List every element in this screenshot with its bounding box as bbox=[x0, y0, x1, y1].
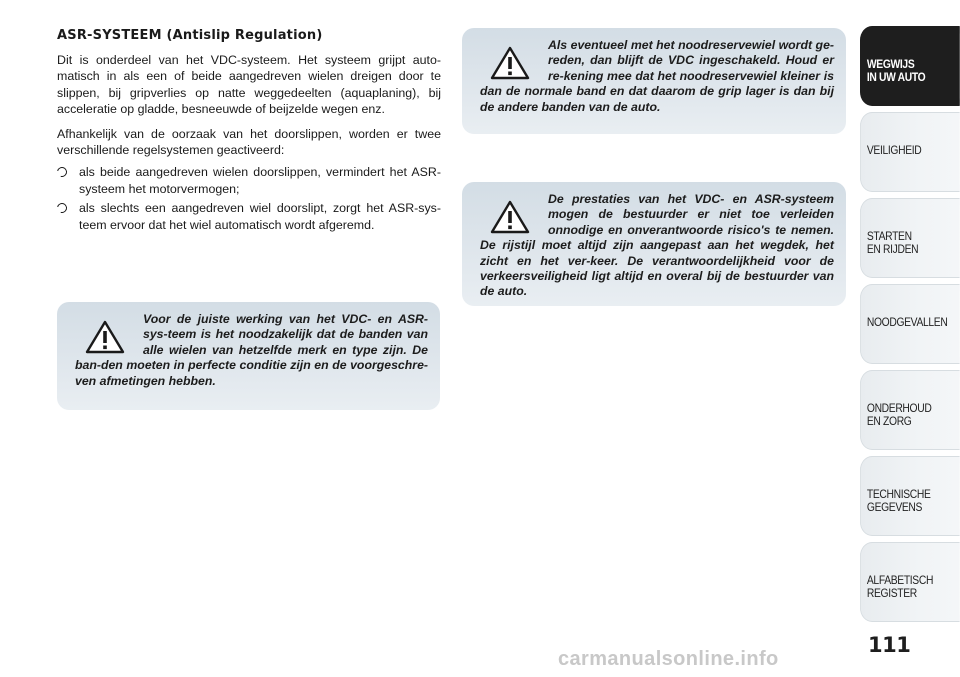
bullet-list bbox=[57, 164, 441, 233]
tab-starten[interactable] bbox=[860, 198, 960, 278]
warning-triangle-icon bbox=[490, 200, 530, 234]
paragraph-regulation: Afhankelijk van de oorzaak van het doorslippen, worden er twee verschillende regelsystemen geactiveerd: bbox=[57, 126, 441, 158]
tab-label: WEGWIJS bbox=[866, 57, 915, 71]
tab-label: STARTEN bbox=[866, 229, 912, 243]
watermark-text: carmanualsonline.info bbox=[558, 648, 779, 670]
warning-text: De prestaties van het VDC- en ASR-systeem mogen de bestuurder er niet toe verleiden onnodige en onverantwoorde risico's te nemen. De rijstijl moet altijd zijn aangepast aan het wegdek, het zicht en het ver-keer. De verantwoordelijkheid voor de verkeersveiligheid ligt altijd en overal bij de bestuurder van de auto. bbox=[480, 192, 834, 299]
tab-label: TECHNISCHE bbox=[866, 487, 931, 501]
main-content bbox=[57, 28, 441, 236]
tab-onderhoud[interactable] bbox=[860, 370, 960, 450]
tab-label-2: EN ZORG bbox=[866, 414, 912, 428]
list-item bbox=[57, 200, 441, 233]
warning-triangle-icon bbox=[490, 46, 530, 80]
bullet-text: als slechts een aangedreven wiel doorslipt, zorgt het ASR-sys-teem ervoor dat het wiel automatisch wordt afgeremd. bbox=[79, 201, 441, 232]
tab-label-2: EN RIJDEN bbox=[866, 242, 919, 256]
bullet-circle-icon bbox=[55, 166, 69, 180]
section-title: ASR-SYSTEEM (Antislip Regulation) bbox=[57, 28, 323, 43]
warning-text: Als eventueel met het noodreservewiel wordt ge-reden, dan blijft de VDC ingeschakeld. Houd er re-kening mee dat het noodreservewiel kleiner is dan de normale band en dat daarom de grip lager is dan bij de andere banden van de auto. bbox=[480, 38, 834, 114]
chapter-tabs bbox=[860, 26, 960, 628]
tab-wegwijs[interactable] bbox=[860, 26, 960, 106]
tab-label: ALFABETISCH bbox=[866, 573, 934, 587]
warning-box-performance bbox=[462, 182, 846, 306]
tab-label-2: GEGEVENS bbox=[866, 500, 923, 514]
tab-technische[interactable] bbox=[860, 456, 960, 536]
page-number: 111 bbox=[868, 633, 911, 657]
tab-label-2: IN UW AUTO bbox=[866, 70, 926, 84]
tab-label-2: REGISTER bbox=[866, 586, 917, 600]
tab-veiligheid[interactable] bbox=[860, 112, 960, 192]
tab-label: VEILIGHEID bbox=[866, 143, 922, 157]
warning-triangle-icon bbox=[85, 320, 125, 354]
tab-label: ONDERHOUD bbox=[866, 401, 932, 415]
warning-box-spare-wheel bbox=[462, 28, 846, 134]
warning-text: Voor de juiste werking van het VDC- en ASR-sys-teem is het noodzakelijk dat de banden van alle wielen van hetzelfde merk en type zijn. De ban-den moeten in perfecte conditie zijn en de voorgeschre-ven afmetingen hebben. bbox=[75, 312, 428, 388]
tab-noodgevallen[interactable] bbox=[860, 284, 960, 364]
paragraph-intro: Dit is onderdeel van het VDC-systeem. Het systeem grijpt auto-matisch in als een of beide aangedreven wielen dreigen door te slippen, bij gripverlies op natte weggedeelten (aquaplaning), bij acceleratie op gladde, besneeuwde of beijzelde wegen enz. bbox=[57, 53, 441, 117]
list-item bbox=[57, 164, 441, 197]
bullet-text: als beide aangedreven wielen doorslippen, vermindert het ASR-systeem het motorvermogen; bbox=[79, 165, 441, 196]
bullet-circle-icon bbox=[55, 201, 69, 215]
tab-label: NOODGEVALLEN bbox=[866, 315, 948, 329]
warning-box-tyres bbox=[57, 302, 440, 410]
tab-alfabetisch[interactable] bbox=[860, 542, 960, 622]
